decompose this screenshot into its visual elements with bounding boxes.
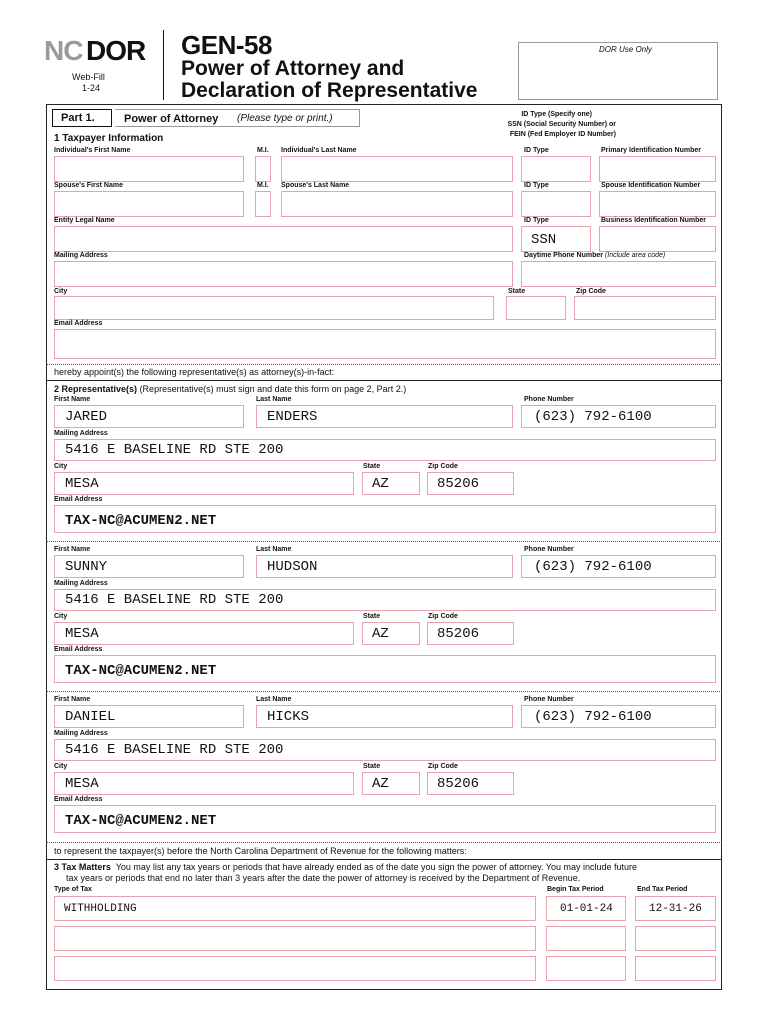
bus-id-type-label: ID Type	[524, 217, 549, 224]
end-period-field-1[interactable]: 12-31-26	[635, 896, 716, 921]
form-code: GEN-58	[181, 30, 272, 60]
tp-mailing-label: Mailing Address	[54, 252, 108, 259]
primary-id-field[interactable]	[599, 156, 716, 182]
taxpayer-heading: 1 Taxpayer Information	[54, 133, 164, 144]
rep1-mailing-label: Mailing Address	[54, 430, 108, 437]
rep1-phone-field[interactable]: (623) 792-6100	[521, 405, 716, 428]
rep1-zip-field[interactable]: 85206	[427, 472, 514, 495]
bus-id-type-field[interactable]	[521, 226, 591, 252]
sp-id-label: Spouse Identification Number	[601, 182, 701, 189]
tax-type-field-3[interactable]	[54, 956, 536, 981]
rep3-state-label: State	[363, 763, 381, 770]
rep1-email-field[interactable]: TAX-NC@ACUMEN2.NET	[54, 505, 716, 533]
rep1-last-label: Last Name	[256, 396, 292, 403]
tp-email-label: Email Address	[54, 320, 103, 327]
rep2-first-field[interactable]: SUNNY	[54, 555, 244, 578]
ind-first-label: Individual's First Name	[54, 147, 131, 154]
header-divider	[163, 30, 164, 100]
rep2-phone-label: Phone Number	[524, 546, 574, 553]
section-rule-3	[46, 859, 722, 860]
form-title-line1: Power of Attorney and	[181, 57, 405, 80]
form-version: 1-24	[82, 83, 101, 93]
sp-last-label: Spouse's Last Name	[281, 182, 350, 189]
section-divider-1	[46, 364, 722, 365]
sp-last-field[interactable]	[281, 191, 513, 217]
rep3-phone-label: Phone Number	[524, 696, 574, 703]
rep3-city-field[interactable]: MESA	[54, 772, 354, 795]
part1-tag: Part 1.	[52, 109, 112, 127]
ind-mi-field[interactable]	[255, 156, 271, 182]
end-period-field-2[interactable]	[635, 926, 716, 951]
representative-3	[0, 696, 770, 836]
tax-type-field-2[interactable]	[54, 926, 536, 951]
begin-period-field-3[interactable]	[546, 956, 626, 981]
end-period-field-3[interactable]	[635, 956, 716, 981]
sp-mi-label: M.I.	[257, 182, 269, 189]
rep3-phone-field[interactable]: (623) 792-6100	[521, 705, 716, 728]
bus-id-label: Business Identification Number	[601, 217, 707, 224]
tp-phone-field[interactable]	[521, 261, 716, 287]
tp-email-field[interactable]	[54, 329, 716, 359]
id-type-note: ID Type (Specify one) SSN (Social Security Number) or FEIN (Fed Employer ID Number)	[507, 111, 616, 138]
sp-id-field[interactable]	[599, 191, 716, 217]
rep2-mailing-field[interactable]: 5416 E BASELINE RD STE 200	[54, 589, 716, 611]
tp-city-field[interactable]	[54, 296, 494, 320]
ncdor-logo	[44, 34, 149, 68]
part1-title: Power of Attorney	[124, 113, 219, 125]
bus-id-type-value: SSN	[531, 232, 557, 248]
rep3-first-field[interactable]: DANIEL	[54, 705, 244, 728]
rep2-last-label: Last Name	[256, 546, 292, 553]
tp-phone-label: Daytime Phone Number (Include area code)	[524, 252, 666, 259]
rep1-state-field[interactable]: AZ	[362, 472, 420, 495]
rep1-zip-label: Zip Code	[428, 463, 458, 470]
rep2-first-label: First Name	[54, 546, 91, 553]
sp-first-field[interactable]	[54, 191, 244, 217]
part1-subtitle: (Please type or print.)	[237, 113, 333, 124]
rep3-last-label: Last Name	[256, 696, 292, 703]
rep3-last-field[interactable]: HICKS	[256, 705, 513, 728]
ind-id-type-field[interactable]	[521, 156, 591, 182]
represent-text: to represent the taxpayer(s) before the North Carolina Department of Revenue for the following matters:	[54, 846, 467, 856]
rep3-zip-field[interactable]: 85206	[427, 772, 514, 795]
rep3-zip-label: Zip Code	[428, 763, 458, 770]
logo-nc: NC	[44, 35, 83, 66]
tp-zip-field[interactable]	[574, 296, 716, 320]
rep-divider-1	[46, 541, 722, 542]
logo-dor: DOR	[86, 35, 146, 66]
entity-field[interactable]	[54, 226, 513, 252]
rep1-city-label: City	[54, 463, 68, 470]
rep1-city-field[interactable]: MESA	[54, 472, 354, 495]
dor-use-only-box	[518, 42, 718, 100]
tp-state-field[interactable]	[506, 296, 566, 320]
webfill-label: Web-Fill	[72, 72, 105, 82]
rep-divider-2	[46, 691, 722, 692]
rep1-state-label: State	[363, 463, 381, 470]
rep2-zip-label: Zip Code	[428, 613, 458, 620]
tp-city-label: City	[54, 288, 68, 295]
rep2-city-field[interactable]: MESA	[54, 622, 354, 645]
rep3-mailing-field[interactable]: 5416 E BASELINE RD STE 200	[54, 739, 716, 761]
rep3-first-label: First Name	[54, 696, 91, 703]
ind-last-label: Individual's Last Name	[281, 147, 357, 154]
rep2-state-label: State	[363, 613, 381, 620]
tp-zip-label: Zip Code	[576, 288, 606, 295]
appoint-text: hereby appoint(s) the following representative(s) as attorney(s)-in-fact:	[54, 367, 335, 377]
ind-id-type-label: ID Type	[524, 147, 549, 154]
dor-use-only-label: DOR Use Only	[599, 45, 652, 54]
sp-mi-field[interactable]	[255, 191, 271, 217]
part1-title-box	[115, 109, 360, 127]
rep-heading: 2 Representative(s) (Representative(s) must sign and date this form on page 2, Part 2.)	[54, 384, 407, 394]
rep2-last-field[interactable]: HUDSON	[256, 555, 513, 578]
form-title-line2: Declaration of Representative	[181, 79, 478, 102]
representative-2	[0, 546, 770, 686]
rep1-phone-label: Phone Number	[524, 396, 574, 403]
tax-matters-heading: 3 Tax Matters You may list any tax years or periods that have already ended as of the date you sign the power of attorney. You may include future tax years or periods that end no later than 3 years after the date the power of attorney is received by the Department of Revenue.	[54, 862, 638, 883]
rep3-mailing-label: Mailing Address	[54, 730, 108, 737]
sp-first-label: Spouse's First Name	[54, 182, 123, 189]
sp-id-type-field[interactable]	[521, 191, 591, 217]
rep1-mailing-field[interactable]: 5416 E BASELINE RD STE 200	[54, 439, 716, 461]
rep2-email-field[interactable]: TAX-NC@ACUMEN2.NET	[54, 655, 716, 683]
rep2-phone-field[interactable]: (623) 792-6100	[521, 555, 716, 578]
rep1-first-label: First Name	[54, 396, 91, 403]
bus-id-field[interactable]	[599, 226, 716, 252]
rep1-first-field[interactable]: JARED	[54, 405, 244, 428]
rep2-state-field[interactable]: AZ	[362, 622, 420, 645]
tp-state-label: State	[508, 288, 526, 295]
begin-period-field-1[interactable]: 01-01-24	[546, 896, 626, 921]
rep3-city-label: City	[54, 763, 68, 770]
rep1-last-field[interactable]: ENDERS	[256, 405, 513, 428]
rep2-zip-field[interactable]: 85206	[427, 622, 514, 645]
begin-period-field-2[interactable]	[546, 926, 626, 951]
rep1-email-label: Email Address	[54, 496, 103, 503]
section-rule-2	[46, 380, 722, 381]
rep2-mailing-label: Mailing Address	[54, 580, 108, 587]
rep3-email-label: Email Address	[54, 796, 103, 803]
rep2-city-label: City	[54, 613, 68, 620]
rep2-email-label: Email Address	[54, 646, 103, 653]
end-period-label: End Tax Period	[637, 886, 688, 893]
tax-type-label: Type of Tax	[54, 886, 92, 893]
ind-last-field[interactable]	[281, 156, 513, 182]
sp-id-type-label: ID Type	[524, 182, 549, 189]
tax-type-field-1[interactable]: WITHHOLDING	[54, 896, 536, 921]
representative-1	[0, 396, 770, 536]
ind-mi-label: M.I.	[257, 147, 269, 154]
entity-label: Entity Legal Name	[54, 217, 115, 224]
section-divider-3	[46, 842, 722, 843]
rep3-state-field[interactable]: AZ	[362, 772, 420, 795]
ind-first-field[interactable]	[54, 156, 244, 182]
begin-period-label: Begin Tax Period	[547, 886, 604, 893]
tp-mailing-field[interactable]	[54, 261, 513, 287]
rep3-email-field[interactable]: TAX-NC@ACUMEN2.NET	[54, 805, 716, 833]
primary-id-label: Primary Identification Number	[601, 147, 701, 154]
